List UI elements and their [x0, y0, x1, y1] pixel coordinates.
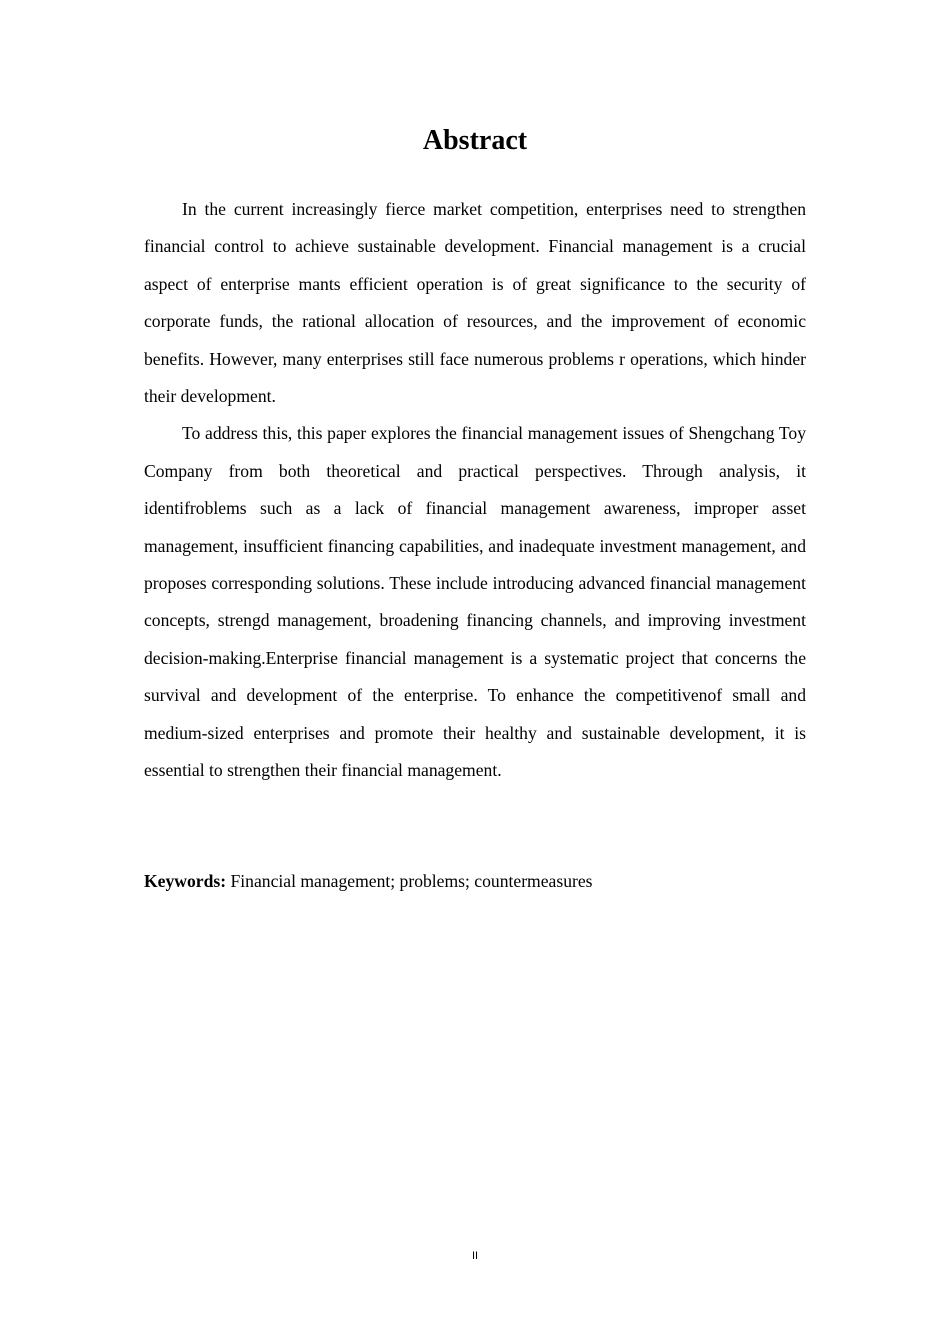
keywords-value: Financial management; problems; countermeasures	[230, 871, 593, 891]
keywords-line	[144, 864, 806, 898]
abstract-paragraph-2: To address this, this paper explores the financial management issues of Shengchang Toy Company from both theoretical and practical perspectives. Through analysis, it identifroblems such as a lack of financial management awareness, improper asset management, insufficient financing capabilities, and inadequate investment management, and proposes corresponding solutions. These include introducing advanced financial management concepts, strengd management, broadening financing channels, and improving investment decision-making.Enterprise financial management is a systematic project that concerns the survival and development of the enterprise. To enhance the competitivenof small and medium-sized enterprises and promote their healthy and sustainable development, it is essential to strengthen their financial management.	[144, 423, 806, 781]
page-title: Abstract	[422, 125, 528, 156]
keywords-label: Keywords:	[144, 871, 227, 891]
abstract-paragraph-1: In the current increasingly fierce market competition, enterprises need to strengthen financial control to achieve sustainable development. Financial management is a crucial aspect of enterprise mants efficient operation is of great significance to the security of corporate funds, the rational allocation of resources, and the improvement of economic benefits. However, many enterprises still face numerous problems r operations, which hinder their development.	[144, 199, 806, 407]
abstract-body	[144, 191, 806, 790]
page-number: II	[471, 1250, 479, 1262]
